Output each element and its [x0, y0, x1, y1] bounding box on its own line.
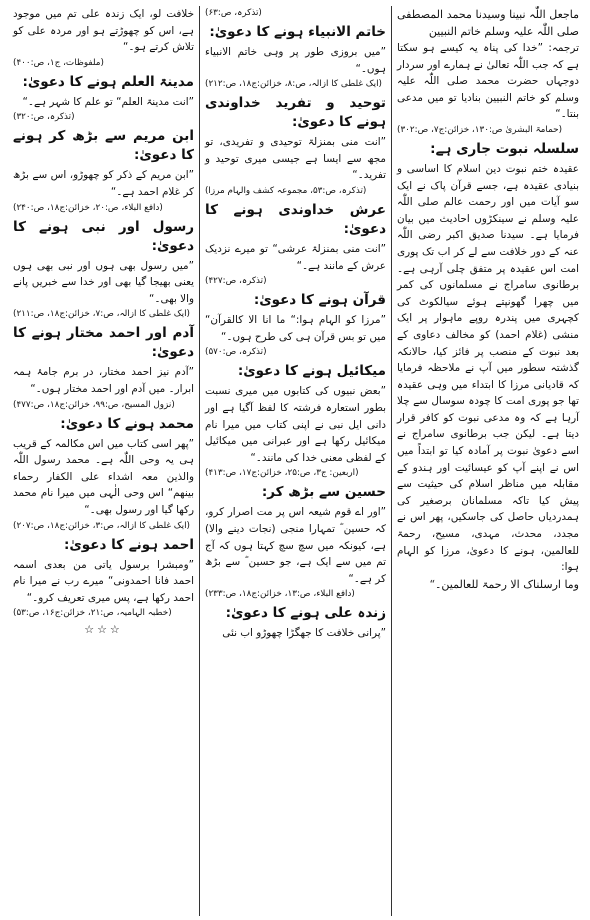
body-paragraph: ”پھر اسی کتاب میں اس مکالمہ کے قریب ہی یہ وحی اللّٰہ ہے۔ محمد رسول اللّٰہ والذین معہ اشداء علی الکفار رحماء بینھم“ اس وحی الٰہی میں میرا نام محمد رکھا گیا اور رسول بھی۔“ — [13, 437, 194, 516]
section-heading: توحید و تفرید خداوندی ہونے کا دعویٰ: — [205, 95, 386, 131]
body-paragraph: ”انت مدینۃ العلم“ تو علم کا شہر ہے۔“ — [22, 95, 194, 108]
body-paragraph: ”مرزا کو الہام ہوا:“ ما انا الا کالقرآن“ میں تو بس قرآن ہی کی طرح ہوں۔“ — [205, 314, 386, 343]
section-heading: ابن مریم سے بڑھ کر ہونے کا دعویٰ: — [13, 128, 194, 164]
reference-citation: (نزول المسیح، ص:۹۹، خزائن:ج۱۸، ص:۴۷۷) — [13, 399, 175, 410]
reference-citation: (ایک غلطی کا ازالہ، ص:۷، خزائن:ج۱۸، ص:۲۱۱) — [13, 309, 190, 320]
body-paragraph: ”انت منی بمنزلۃ توحیدی و تفریدی، تو مجھ سے ایسا ہے جیسی میری توحید و تفرید۔“ — [205, 136, 386, 182]
reference-citation: (حمامۃ البشریٰ ص:۱۳۰، خزائن:ج۷، ص:۳۰۲) — [397, 124, 563, 135]
section-heading: خاتم الانبیاء ہونے کا دعویٰ: — [209, 24, 386, 40]
section-heading: قرآن ہونے کا دعویٰ: — [253, 292, 386, 309]
section-heading: حسین سے بڑھ کر: — [261, 484, 386, 501]
body-paragraph: ”اور اے قوم شیعہ اس پر مت اصرار کرو، کہ حسین ؓ تمہارا منجی (نجات دینے والا) ہے، کیونکہ میں سچ سچ کہتا ہوں کہ آج تم میں سے ایک ہے، جو حسین ؓ سے بڑھ کر ہے۔“ — [205, 506, 386, 585]
reference-citation: (خطبہ الہامیہ، ص:۲۱، خزائن:ج۱۶، ص:۵۳) — [13, 608, 172, 619]
column-right — [392, 6, 584, 916]
ornament-stars: ☆☆☆ — [84, 623, 123, 637]
reference-citation: (تذکرہ، ص:۶۳) — [205, 8, 262, 18]
reference-citation: (ایک غلطی کا ازالہ، ص:۳، خزائن:ج۱۸، ص:۲۰۷) — [13, 520, 190, 531]
section-heading: احمد ہونے کا دعویٰ: — [64, 536, 194, 553]
reference-citation: (اربعین: ج۳، ص:۲۵، خزائن:ج۱۷، ص:۴۱۳) — [205, 468, 359, 479]
body-paragraph: عقیدہ ختم نبوت دین اسلام کا اساسی و بنیادی عقیدہ ہے، جسے قرآن پاک نے ایک سو آیات میں اور رحمت عالم صلی اللّٰہ علیہ وسلم نے سینکڑوں احادیث میں بیان فرمایا ہے۔ سیدنا صدیق اکبر رضی اللّٰہ عنہ کے دور خلافت سے لے کر اب تک پوری امت اس عقیدہ پر متفق چلی آرہی ہے۔ برطانوی سامراج نے مسلمانوں کی کمر میں چھرا گھونپتے ہوئے سیالکوٹ کی کچہری میں پندرہ روپے ماہوار پر ایک منشی (غلام احمد) کو مخالف دعاوی کے بعد نبوت کے منصب پر فائز کیا، حالانکہ گذشتہ سطور میں آپ نے ملاحظہ فرمایا کہ قادیانی مرزا کا ابتداء میں وہی عقیدہ تھا جو پوری امت کا چودہ سوسال سے چلا آرہا ہے کہ وہ مدعی نبوت کو کافر قرار دیتا ہے۔ لیکن جب برطانوی سامراج نے اسے دعویٰ نبوت پر آمادہ کیا تو ابتداً میں اس نے اپنے آپ کو عیسائیت اور ہندو کے مقابلہ میں مناظر اسلام کی حیثیت سے پیش کیا تاکہ مسلمانان برصغیر کی ہمدردیاں حاصل کی جاسکیں، پھر اس نے مجدد، محدث، مہدی، مسیح، رحمۃ للعالمین، ہونے کا دعویٰ، مرزا کو الہام ہوا: — [397, 162, 579, 574]
reference-citation: (ایک غلطی کا ازالہ، ص:۸، خزائن:ج۱۸، ص:۲۱۲) — [205, 79, 382, 90]
reference-citation: (تذکرہ، ص:۴۲۷) — [205, 276, 267, 287]
section-heading: سلسلہ نبوت جاری ہے: — [430, 140, 579, 157]
reference-citation: (دافع البلاء، ص:۱۳، خزائن:ج۱۸، ص:۲۳۳) — [205, 589, 355, 600]
body-paragraph: خلافت لو، ایک زندہ علی تم میں موجود ہے، اس کو چھوڑتے ہو اور مردہ علی کو تلاش کرتے ہو۔“ — [13, 8, 194, 54]
body-paragraph: ”ومبشرا برسول یاتی من بعدی اسمہ احمد فانا احمدونی“ میرے رب نے میرا نام احمد رکھا ہے، پس میری تعریف کرو۔“ — [13, 558, 194, 604]
reference-citation: (ملفوظات، ج۱، ص:۴۰۰) — [13, 57, 104, 68]
reference-citation: (تذکرہ، ص:۵۳، مجموعہ کشف والہام مرزا) — [205, 185, 367, 196]
body-paragraph: ”بعض نبیوں کی کتابوں میں میری نسبت بطور استعارہ فرشتہ کا لفظ آگیا ہے اور دانی ایل نبی نے اپنی کتاب میں میرا نام میکائیل رکھا ہے اور عبرانی میں میکائیل کے لفظی معنی خدا کی مانند۔“ — [205, 385, 386, 464]
arabic-text: وما ارسلناک الا رحمۃ للعالمین۔“ — [429, 577, 579, 591]
reference-citation: (تذکرہ، ص:۳۲۰) — [13, 112, 75, 123]
body-paragraph: ترجمہ: ”خدا کی پناہ یہ کیسے ہو سکتا ہے کہ جب اللّٰہ تعالیٰ نے ہمارے اور سردار دوجہاں حضرت محمد صلی اللّٰہ علیہ وسلم کو خاتم النبیین بنادیا تو میں مدعی بنتا۔“ — [397, 42, 579, 121]
section-heading: عرش خداوندی ہونے کا دعویٰ: — [205, 201, 386, 237]
body-paragraph: ”انت منی بمنزلۃ عرشی“ تو میرے نزدیک عرش کے مانند ہے۔“ — [205, 242, 386, 272]
body-paragraph: ”میں بروزی طور پر وہی خاتم الانبیاء ہوں۔“ — [205, 46, 386, 75]
section-heading: میکائیل ہونے کا دعویٰ: — [237, 363, 386, 380]
body-paragraph: ”میں رسول بھی ہوں اور نبی بھی ہوں یعنی بھیجا گیا بھی اور خدا سے خبریں پانے والا بھی۔“ — [13, 259, 194, 305]
reference-citation: (تذکرہ، ص:۵۷۰) — [205, 347, 267, 358]
section-heading: زندہ علی ہونے کا دعویٰ: — [225, 605, 386, 622]
body-paragraph: ”پرانی خلافت کا جھگڑا چھوڑو اب نئی — [222, 627, 386, 640]
body-paragraph: ”ابن مریم کے ذکر کو چھوڑو، اس سے بڑھ کر غلام احمد ہے۔“ — [13, 169, 194, 198]
reference-citation: (دافع البلاء، ص:۲۰، خزائن:ج۱۸، ص:۲۴۰) — [13, 202, 163, 213]
section-heading: آدم اور احمد مختار ہونے کا دعویٰ: — [13, 325, 194, 361]
arabic-text: ماجعل اللّٰہ نبینا وسیدنا محمد المصطفی صلی اللّٰہ علیہ وسلم خاتم النبیین — [397, 8, 579, 38]
body-paragraph: ”آدم نیز احمد مختار، در برم جامۂ ہمہ ابرار۔ میں آدم اور احمد مختار ہوں۔“ — [13, 366, 194, 395]
column-left — [8, 6, 200, 916]
section-heading: رسول اور نبی ہونے کا دعویٰ: — [13, 218, 194, 254]
section-heading: محمد ہونے کا دعویٰ: — [60, 415, 194, 432]
section-heading: مدینۃ العلم ہونے کا دعویٰ: — [22, 73, 194, 90]
column-middle — [200, 6, 392, 916]
